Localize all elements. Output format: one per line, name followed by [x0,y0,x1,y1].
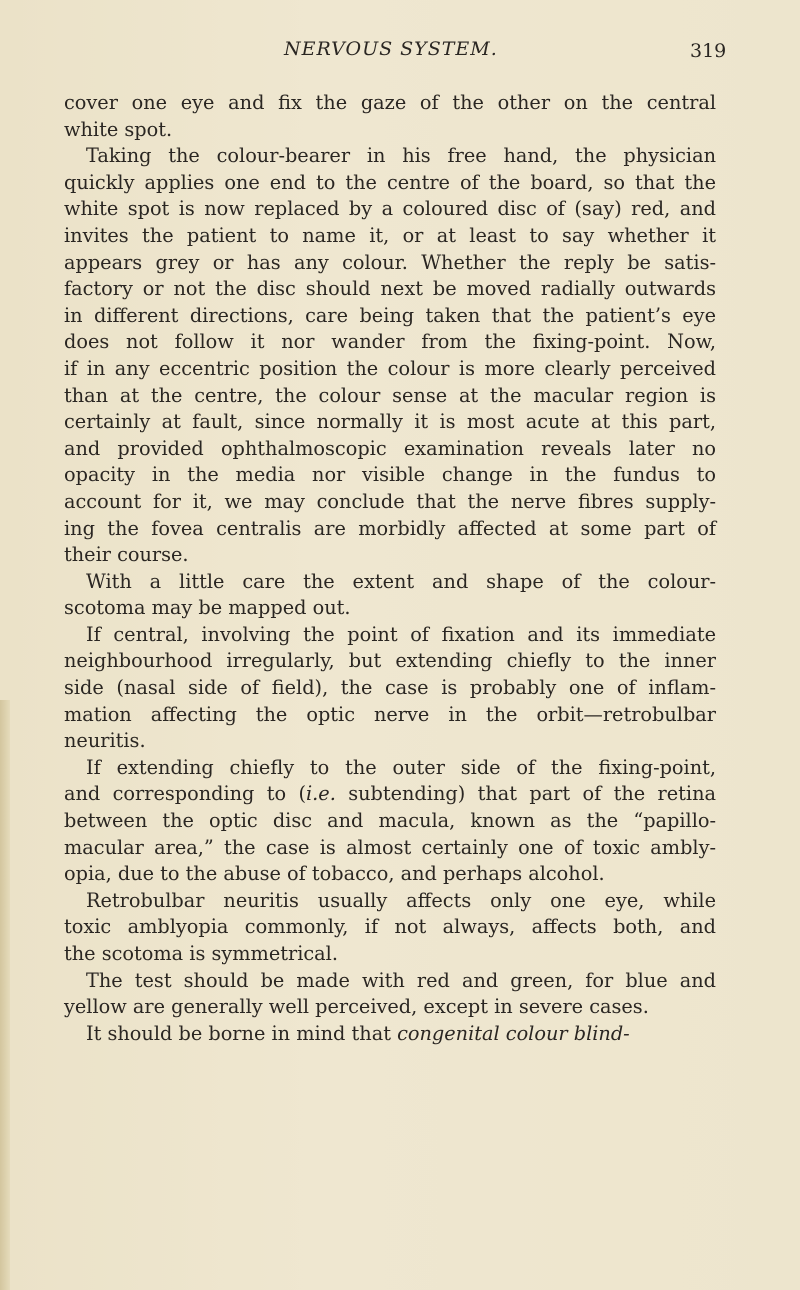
text-line: yellow are generally well perceived, except in severe cases. [64,995,649,1019]
body-text [64,90,716,1047]
text-line: factory or not the disc should next be moved radially outwards [64,277,716,301]
text-line: ing the fovea centralis are morbidly affected at some part of [64,516,716,540]
text-line: and provided ophthalmoscopic examination reveals later no [64,436,716,460]
text-line: the scotoma is symmetrical. [64,942,338,965]
text-line: quickly applies one end to the centre of the board, so that the [64,170,716,194]
text-line: With a little care the extent and shape of the colour- [86,569,716,593]
text-line: account for it, we may conclude that the nerve fibres supply- [64,489,716,513]
text-line: Retrobulbar neuritis usually affects only one eye, while [86,888,716,912]
text-line: opacity in the media nor visible change in the fundus to [64,463,716,487]
text-line: cover one eye and fix the gaze of the other on the central [64,91,716,114]
text-line: than at the centre, the colour sense at the macular region is [64,383,716,407]
text-line: white spot is now replaced by a coloured disc of (say) red, and [64,197,716,221]
text-line: side (nasal side of field), the case is probably one of inflam- [64,676,716,700]
text-line: appears grey or has any colour. Whether the reply be satis- [64,250,716,274]
page-edge-shadow [0,700,10,1290]
text-line: and corresponding to (i.e. subtending) that part of the retina [64,782,716,806]
text-line: scotoma may be mapped out. [64,596,351,620]
text-line: white spot. [64,117,173,141]
text-line: The test should be made with red and green, for blue and [86,968,716,992]
text-line: toxic amblyopia commonly, if not always, affects both, and [64,915,716,939]
text-line: between the optic disc and macula, known as the “papillo- [64,809,716,833]
text-line: their course. [64,543,189,567]
italic-abbrev: i.e. [306,782,336,806]
italic-term: congenital colour blind- [397,1021,630,1045]
page-number: 319 [690,40,727,62]
text-line: If extending chiefly to the outer side of the fixing-point, [86,755,716,779]
text-line: Taking the colour-bearer in his free hand, the physician [86,144,716,168]
running-title: NERVOUS SYSTEM. [284,38,498,60]
text-line: neuritis. [64,729,146,753]
text-line: macular area,” the case is almost certainly one of toxic ambly- [64,835,716,859]
text-line: mation affecting the optic nerve in the orbit—retrobulbar [64,702,716,726]
text-line: opia, due to the abuse of tobacco, and perhaps alcohol. [64,862,605,886]
text-line: does not follow it nor wander from the fixing-point. Now, [64,330,716,354]
text-line: invites the patient to name it, or at least to say whether it [64,223,716,247]
text-line: If central, involving the point of fixation and its immediate [86,622,716,646]
text-line: in different directions, care being taken that the patient’s eye [64,303,716,327]
text-line: if in any eccentric position the colour is more clearly perceived [64,356,716,380]
text-line: neighbourhood irregularly, but extending chiefly to the inner [64,649,716,673]
page-header [0,38,800,70]
text-line: It should be borne in mind that congenital colour blind- [86,1021,630,1045]
text-line: certainly at fault, since normally it is most acute at this part, [64,410,716,434]
